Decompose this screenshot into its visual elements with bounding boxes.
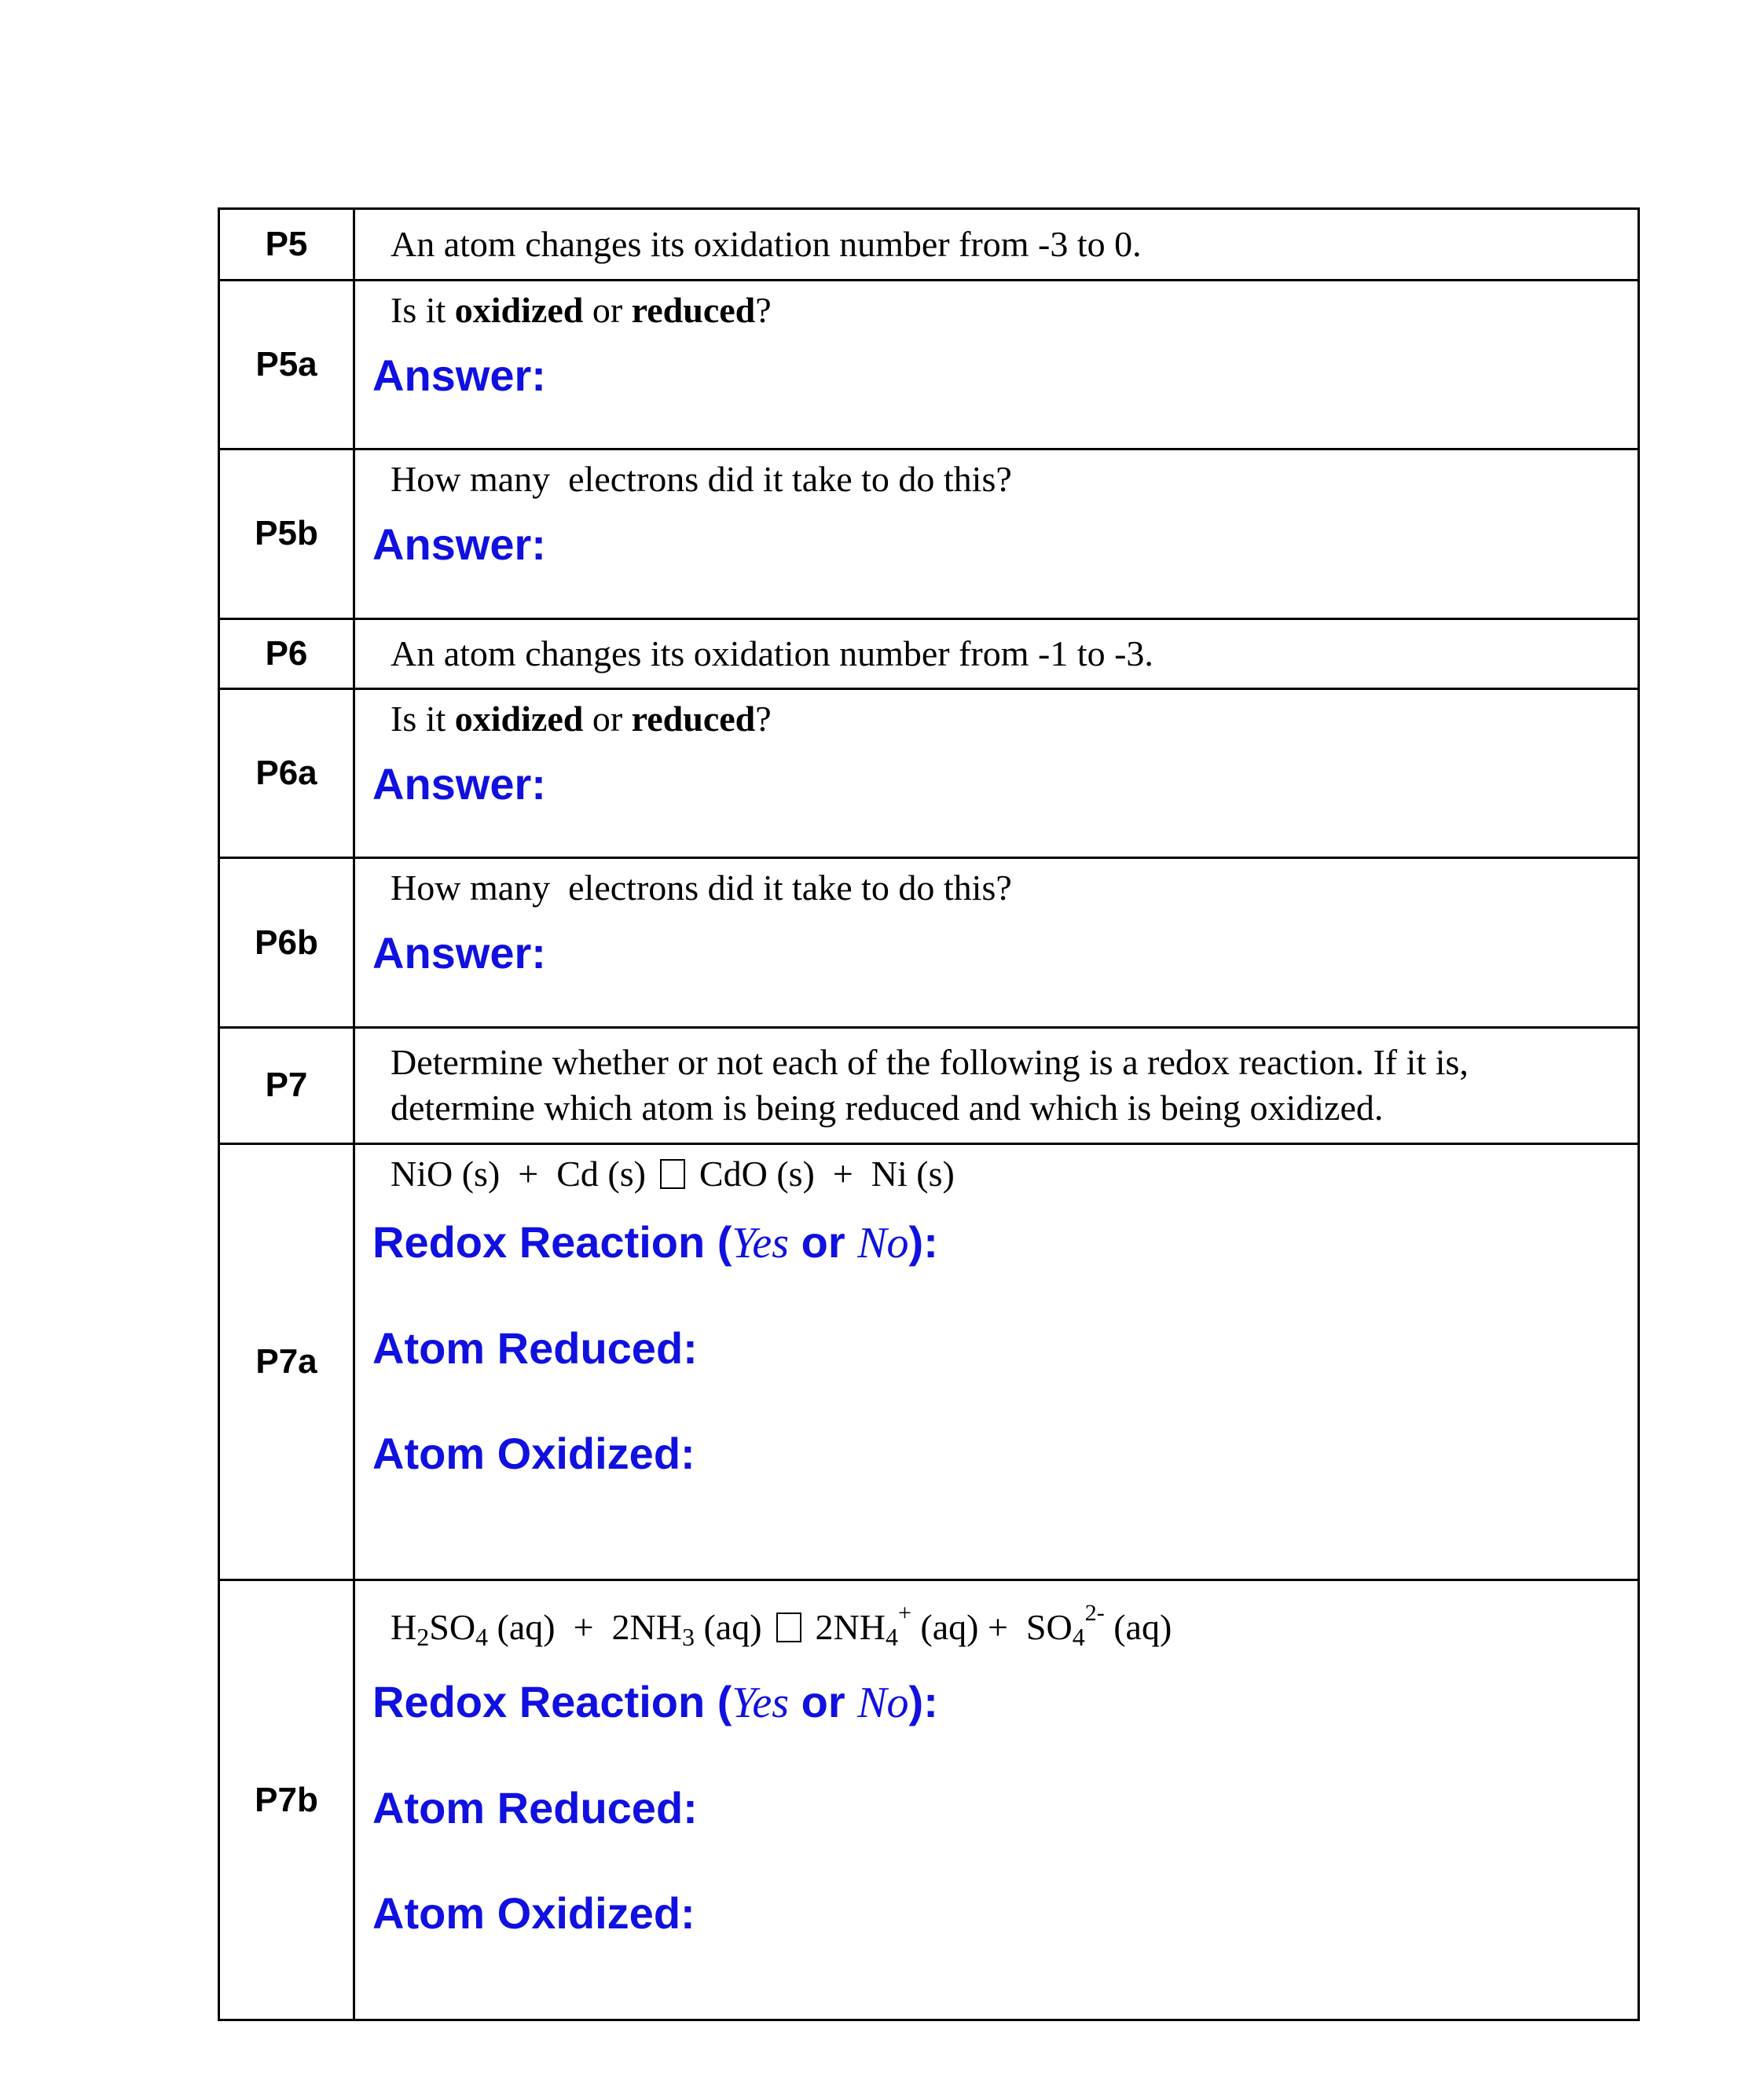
row-label: P7 — [219, 1028, 354, 1143]
row-label: P5a — [219, 281, 354, 449]
answer-label[interactable]: Answer: — [372, 519, 546, 569]
row-label: P5b — [219, 449, 354, 618]
row-p6 — [219, 618, 1639, 688]
row-p6b — [219, 858, 1639, 1028]
question-text: How many electrons did it take to do this? — [391, 458, 1012, 499]
question-cell — [354, 209, 1639, 281]
redox-reaction-label[interactable]: Redox Reaction (Yes or No): — [372, 1677, 938, 1728]
question-text: Is it oxidized or reduced? — [391, 290, 772, 331]
question-cell — [354, 618, 1639, 688]
question-cell — [354, 449, 1639, 618]
row-label: P6b — [219, 858, 354, 1028]
equation: NiO (s) + Cd (s) CdO (s) + Ni (s) — [391, 1153, 955, 1194]
question-cell — [354, 1143, 1639, 1580]
equation: $H_2SO_4$ $(aq) + 2NH_3$ (aq) $2NH_4^+$ $(aq) + SO_4^{2-}$ (aq) — [391, 1600, 1172, 1652]
question-text: Is it oxidized or reduced? — [391, 698, 772, 739]
question-cell — [354, 1028, 1639, 1143]
arrow-icon — [776, 1613, 801, 1642]
atom-reduced-label[interactable]: Atom Reduced: — [372, 1323, 698, 1373]
question-text: An atom changes its oxidation number from -1 to -3. — [391, 633, 1153, 673]
atom-reduced-label[interactable]: Atom Reduced: — [372, 1783, 698, 1833]
answer-label[interactable]: Answer: — [372, 758, 546, 809]
row-p7a — [219, 1143, 1639, 1580]
row-p5a — [219, 281, 1639, 449]
row-p6a — [219, 688, 1639, 858]
row-p7 — [219, 1028, 1639, 1143]
row-label: P7a — [219, 1143, 354, 1580]
answer-label[interactable]: Answer: — [372, 928, 546, 978]
instruction-line-2: determine which atom is being reduced and which is being oxidized. — [391, 1088, 1384, 1128]
question-cell — [354, 858, 1639, 1028]
row-label: P6 — [219, 618, 354, 688]
row-p5 — [219, 209, 1639, 281]
question-text: How many electrons did it take to do this? — [391, 868, 1012, 908]
atom-oxidized-label[interactable]: Atom Oxidized: — [372, 1888, 695, 1939]
worksheet-table — [218, 207, 1640, 2021]
row-label: P5 — [219, 209, 354, 281]
row-label: P7b — [219, 1580, 354, 2020]
row-p7b — [219, 1580, 1639, 2020]
question-text: An atom changes its oxidation number from -3 to 0. — [391, 224, 1142, 265]
row-label: P6a — [219, 688, 354, 858]
answer-label[interactable]: Answer: — [372, 350, 546, 401]
atom-oxidized-label[interactable]: Atom Oxidized: — [372, 1428, 695, 1478]
redox-reaction-label[interactable]: Redox Reaction (Yes or No): — [372, 1216, 938, 1268]
row-p5b — [219, 449, 1639, 618]
question-cell — [354, 688, 1639, 858]
instruction-line-1: Determine whether or not each of the following is a redox reaction. If it is, — [391, 1042, 1469, 1083]
question-cell — [354, 281, 1639, 449]
question-cell — [354, 1580, 1639, 2020]
arrow-icon — [660, 1159, 685, 1189]
